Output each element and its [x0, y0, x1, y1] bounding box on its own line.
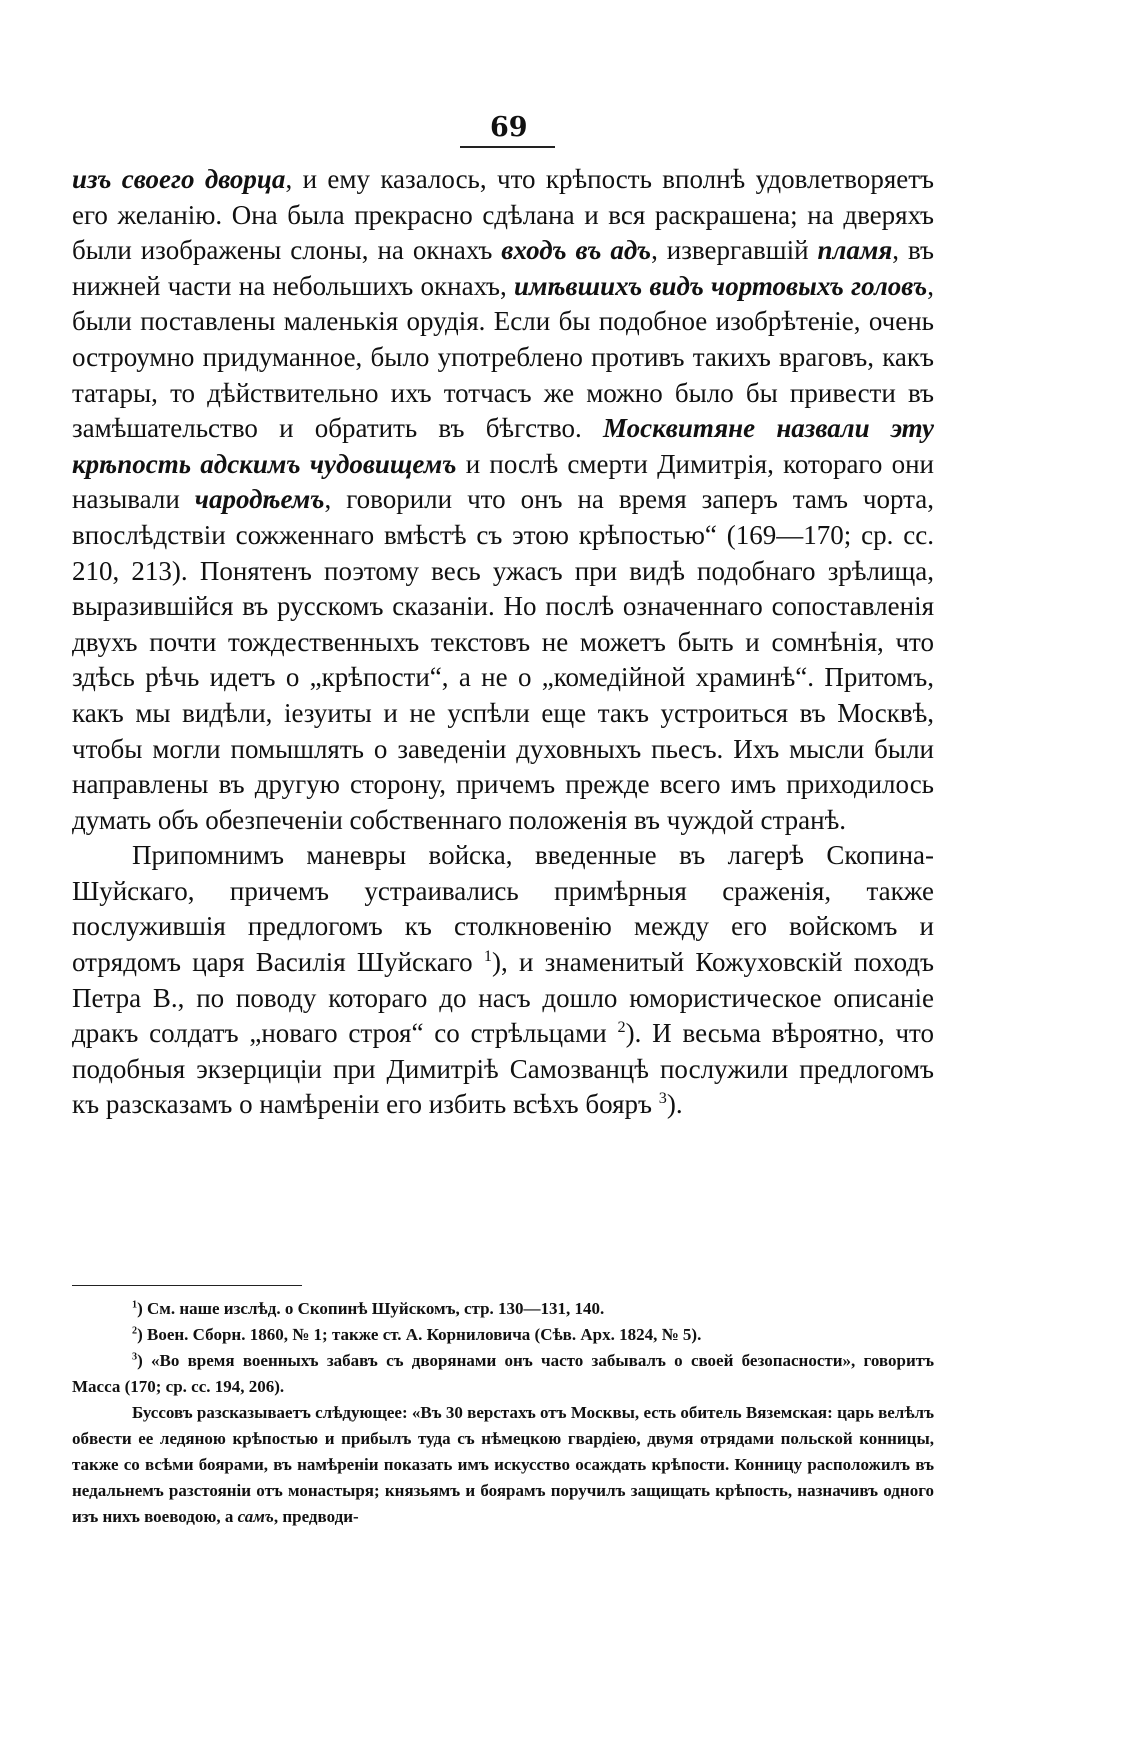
text-run: ).	[666, 1089, 683, 1120]
footnote-1	[72, 1296, 934, 1322]
page-number-rule	[460, 146, 555, 148]
footnote-text: ) Воен. Сборн. 1860, № 1; также ст. А. Корниловича (Сѣв. Арх. 1824, № 5).	[137, 1325, 702, 1344]
italic-phrase: пламя	[817, 235, 893, 266]
text-run: , въ нижней части на небольшихъ окнахъ,	[72, 235, 934, 301]
footnote-ref-1[interactable]: 1	[483, 947, 492, 966]
text-run: Припомнимъ маневры войска, введенные въ лагерѣ Скопина-Шуйскаго, причемъ устраивались примѣрныя сраженія, также послужившія предлогомъ къ столкновенію между его войскомъ и отрядомъ царя Василія Шуйскаго	[72, 840, 934, 978]
paragraph-1	[72, 162, 934, 838]
text-run: и послѣ смерти Димитрія, котораго они называли	[72, 448, 934, 515]
footnote-ref-3[interactable]: 3	[658, 1089, 667, 1108]
italic-phrase: Москвитяне назвали эту крѣпость адскимъ чудовищемъ	[72, 413, 934, 479]
footnote-3-continuation	[72, 1400, 934, 1530]
footnote-mark: 1	[132, 1299, 138, 1311]
footnote-text: ) См. наше изслѣд. о Скопинѣ Шуйскомъ, стр. 130—131, 140.	[137, 1299, 605, 1318]
footnote-3	[72, 1348, 934, 1400]
footnote-text: Буссовъ разсказываетъ слѣдующее: «Въ 30 верстахъ отъ Москвы, есть обитель Вяземская: царь велѣлъ обвести ее ледяною крѣпостью и прибылъ туда съ нѣмецкою гвардіею, двумя отрядами польской конницы, также со всѣми боярами, въ намѣреніи показать имъ искусство осаждать крѣпости. Конницу расположилъ въ недальнемъ разстояніи отъ монастыря; князьямъ и боярамъ поручилъ защищать крѣпость, назначивъ одного изъ нихъ воеводою, а	[72, 1403, 934, 1526]
text-run: ). И весьма вѣроятно, что подобныя экзерциціи при Димитріѣ Самозванцѣ послужили предлогомъ къ разсказамъ о намѣреніи его избить всѣхъ бояръ	[72, 1018, 934, 1120]
main-text	[72, 162, 934, 1123]
paragraph-2	[72, 838, 934, 1123]
footnote-text: , предводи-	[273, 1507, 359, 1526]
footnote-mark: 2	[132, 1325, 138, 1337]
italic-phrase: чародѣемъ	[194, 484, 325, 515]
footnotes	[72, 1296, 934, 1530]
footnote-mark: 3	[132, 1351, 138, 1363]
text-run: ), и знаменитый Кожуховскій походъ Петра В., по поводу котораго до насъ дошло юмористическое описаніе дракъ солдатъ „новаго строя“ со стрѣльцами	[72, 947, 935, 1049]
text-run: , и ему казалось, что крѣпость вполнѣ удовлетворяетъ его желанію. Она была прекрасно сдѣлана и вся раскрашена; на дверяхъ были изображены слоны, на окнахъ	[72, 164, 934, 266]
footnote-ref-2[interactable]: 2	[617, 1018, 626, 1037]
italic-phrase: изъ своего дворца	[72, 164, 286, 194]
footnote-text: ) «Во время военныхъ забавъ съ дворянами онъ часто забывалъ о своей безопасности», говоритъ Масса (170; ср. сс. 194, 206).	[72, 1351, 934, 1396]
italic-phrase: самъ	[237, 1507, 274, 1526]
text-run: , были поставлены маленькія орудія. Если бы подобное изобрѣтеніе, очень остроумно придуманное, было употреблено противъ такихъ враговъ, какъ татары, то дѣйствительно ихъ тотчасъ же можно было бы привести въ замѣшательство и обратить въ бѣгство.	[72, 270, 934, 444]
footnote-2	[72, 1322, 934, 1348]
footnote-separator	[72, 1285, 302, 1286]
italic-phrase: входъ въ адъ	[501, 235, 652, 266]
text-run: , извергавшій	[651, 235, 818, 266]
page-number: 69	[490, 112, 528, 143]
italic-phrase: имѣвшихъ видъ чортовыхъ головъ	[514, 270, 928, 301]
text-run: , говорили что онъ на время заперъ тамъ чорта, впослѣдствіи сожженнаго вмѣстѣ съ этою крѣпостью“ (169—170; ср. сс. 210, 213). Понятенъ поэтому весь ужасъ при видѣ подобнаго зрѣлища, выразившійся въ русскомъ сказаніи. Но послѣ означеннаго сопоставленія двухъ почти тождественныхъ текстовъ не можетъ быть и сомнѣнія, что здѣсь рѣчь идетъ о „крѣпости“, а не о „комедійной храминѣ“. Притомъ, какъ мы видѣли, іезуиты и не успѣли еще такъ устроиться въ Москвѣ, чтобы могли помышлять о заведеніи духовныхъ пьесъ. Ихъ мысли были направлены въ другую сторону, причемъ прежде всего имъ приходилось думать объ обезпеченіи собственнаго положенія въ чуждой странѣ.	[72, 484, 934, 835]
